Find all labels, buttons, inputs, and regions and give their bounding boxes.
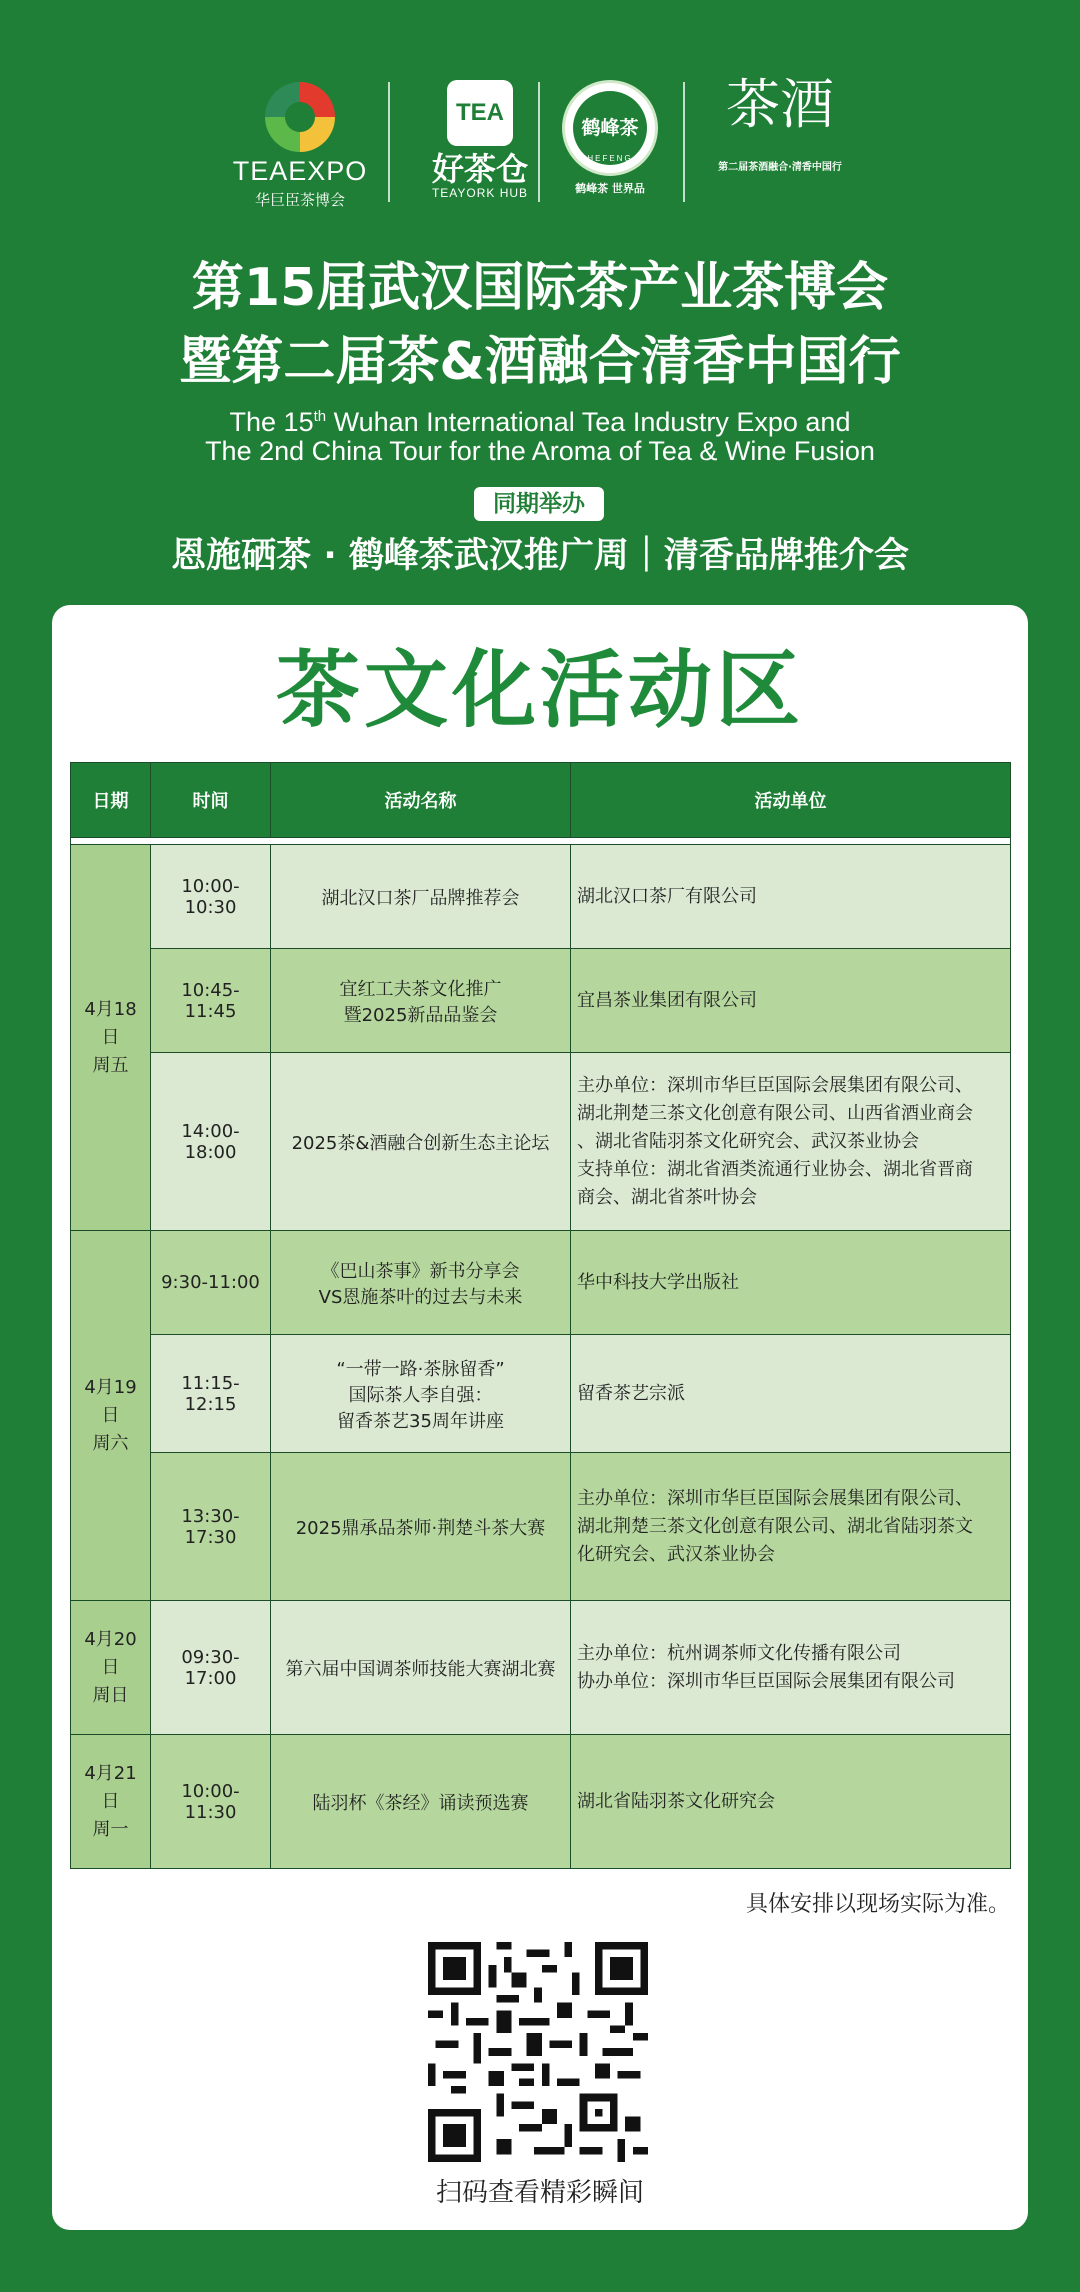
org-line: 湖北汉口茶厂有限公司 [577,885,757,907]
table-row [71,1735,1011,1869]
org-cell [571,845,1011,949]
date: 4月19日 [84,1376,137,1426]
date: 4月18日 [84,998,137,1048]
activity-cell [271,1335,571,1453]
org-line: 化研究会、武汉茶业协会 [577,1543,775,1565]
activity-line: 湖北汉口茶厂品牌推荐会 [321,887,520,909]
org-cell [571,1735,1011,1869]
org-line: 主办单位：深圳市华巨臣国际会展集团有限公司、 [577,1487,973,1509]
qr-caption: 扫码查看精彩瞬间 [435,2178,644,2208]
weekday: 周五 [92,1054,129,1076]
activity-cell [271,1231,571,1335]
en-sup: th [313,408,327,425]
teaexpo-ring-icon [265,82,335,152]
en-part: The 15 [229,407,314,437]
table-row [71,1053,1011,1231]
column-header: 时间 [151,763,271,838]
activity-line: 留香茶艺35周年讲座 [337,1410,504,1432]
activity-line: 2025鼎承品茶师·荆楚斗茶大赛 [295,1517,546,1539]
time-cell: 10:00-11:30 [151,1735,271,1869]
table-row [71,1601,1011,1735]
table-row [71,845,1011,949]
title-line-2: 暨第二届茶&酒融合清香中国行 [179,332,901,392]
activity-cell [271,1601,571,1735]
english-title-line-2: The 2nd China Tour for the Aroma of Tea & Wine Fusion [205,436,875,466]
hefeng-en: HEFENG [587,154,633,163]
time-cell: 13:30-17:30 [151,1453,271,1601]
logo-divider [683,82,685,202]
org-line: 主办单位：杭州调茶师文化传播有限公司 [577,1642,901,1664]
concurrent-badge: 同期举办 [474,487,604,521]
chajiu-logo [700,60,860,173]
chajiu-calligraphy: 茶酒 [726,73,834,136]
time-cell: 11:15-12:15 [151,1335,271,1453]
org-line: 支持单位：湖北省酒类流通行业协会、湖北省晋商 [577,1158,973,1180]
weekday: 周一 [92,1818,129,1840]
teayork-logo [410,60,550,200]
activity-line: VS恩施茶叶的过去与未来 [318,1286,523,1308]
org-line: 湖北荆楚三茶文化创意有限公司、山西省酒业商会 [577,1102,973,1124]
date-cell [71,1601,151,1735]
teayork-sub: TEAYORK HUB [431,186,529,200]
time-cell: 09:30-17:00 [151,1601,271,1735]
hefeng-seal-icon [562,80,658,176]
table-row [71,1335,1011,1453]
teaexpo-name: TEAEXPO [232,156,368,186]
org-line: 、湖北省陆羽茶文化研究会、武汉茶业协会 [577,1130,919,1152]
activity-line: 暨2025新品品鉴会 [343,1004,498,1026]
org-cell [571,1231,1011,1335]
org-cell [571,1335,1011,1453]
date: 4月21日 [84,1762,137,1812]
concurrent-events: 恩施硒茶 · 鹤峰茶武汉推广周｜清香品牌推介会 [171,536,909,576]
table-row [71,1453,1011,1601]
column-header: 活动名称 [271,763,571,838]
hefeng-mark: 鹤峰茶 [573,91,647,165]
schedule-table [70,762,1011,1869]
teayork-house-icon: TEA [447,80,513,146]
date: 4月20日 [84,1628,137,1678]
date-cell [71,845,151,1231]
org-line: 协办单位：深圳市华巨臣国际会展集团有限公司 [577,1670,955,1692]
activity-cell [271,1735,571,1869]
date-cell [71,1735,151,1869]
card-title: 茶文化活动区 [275,641,804,739]
schedule-note: 具体安排以现场实际为准。 [745,1892,1010,1917]
teayork-name: 好茶仓 [431,150,528,188]
org-line: 商会、湖北省茶叶协会 [577,1186,757,1208]
teaexpo-logo [225,60,375,210]
activity-line: 宜红工夫茶文化推广 [339,978,502,1000]
activity-line: “一带一路·茶脉留香” [336,1358,505,1380]
org-line: 湖北荆楚三茶文化创意有限公司、湖北省陆羽茶文 [577,1515,973,1537]
logo-row [0,60,1080,220]
org-line: 华中科技大学出版社 [577,1271,739,1293]
column-header: 日期 [71,763,151,838]
time-cell: 10:00-10:30 [151,845,271,949]
activity-line: 2025茶&酒融合创新生态主论坛 [291,1132,550,1154]
qr-code[interactable] [428,1942,648,2162]
en-part: Wuhan International Tea Industry Expo and [326,407,851,437]
org-cell [571,1053,1011,1231]
activity-line: 国际茶人李自强： [348,1384,493,1406]
title-line-1: 第15届武汉国际茶产业茶博会 [191,258,889,318]
teaexpo-sub: 华巨臣茶博会 [254,191,345,209]
table-row [71,949,1011,1053]
org-line: 宜昌茶业集团有限公司 [577,989,757,1011]
weekday: 周日 [92,1684,129,1706]
date-cell [71,1231,151,1601]
time-cell: 9:30-11:00 [151,1231,271,1335]
org-line: 留香茶艺宗派 [577,1382,685,1404]
activity-line: 第六届中国调茶师技能大赛湖北赛 [285,1658,556,1680]
activity-cell [271,845,571,949]
logo-divider [538,82,540,202]
hefeng-sub: 鹤峰茶 世界品 [575,182,645,195]
activity-line: 陆羽杯《茶经》诵读预选赛 [312,1792,529,1814]
org-cell [571,1453,1011,1601]
table-header-row [71,763,1011,838]
column-header: 活动单位 [571,763,1011,838]
activity-line: 《巴山茶事》新书分享会 [321,1260,520,1282]
activity-cell [271,1453,571,1601]
time-cell: 14:00-18:00 [151,1053,271,1231]
logo-divider [388,82,390,202]
org-line: 主办单位：深圳市华巨臣国际会展集团有限公司、 [577,1074,973,1096]
time-cell: 10:45-11:45 [151,949,271,1053]
table-row [71,1231,1011,1335]
activity-cell [271,949,571,1053]
activity-cell [271,1053,571,1231]
org-cell [571,1601,1011,1735]
org-cell [571,949,1011,1053]
weekday: 周六 [92,1432,129,1454]
org-line: 湖北省陆羽茶文化研究会 [577,1790,775,1812]
chajiu-sub: 第二届茶酒融合·清香中国行 [718,162,842,173]
hefeng-logo [555,60,665,196]
